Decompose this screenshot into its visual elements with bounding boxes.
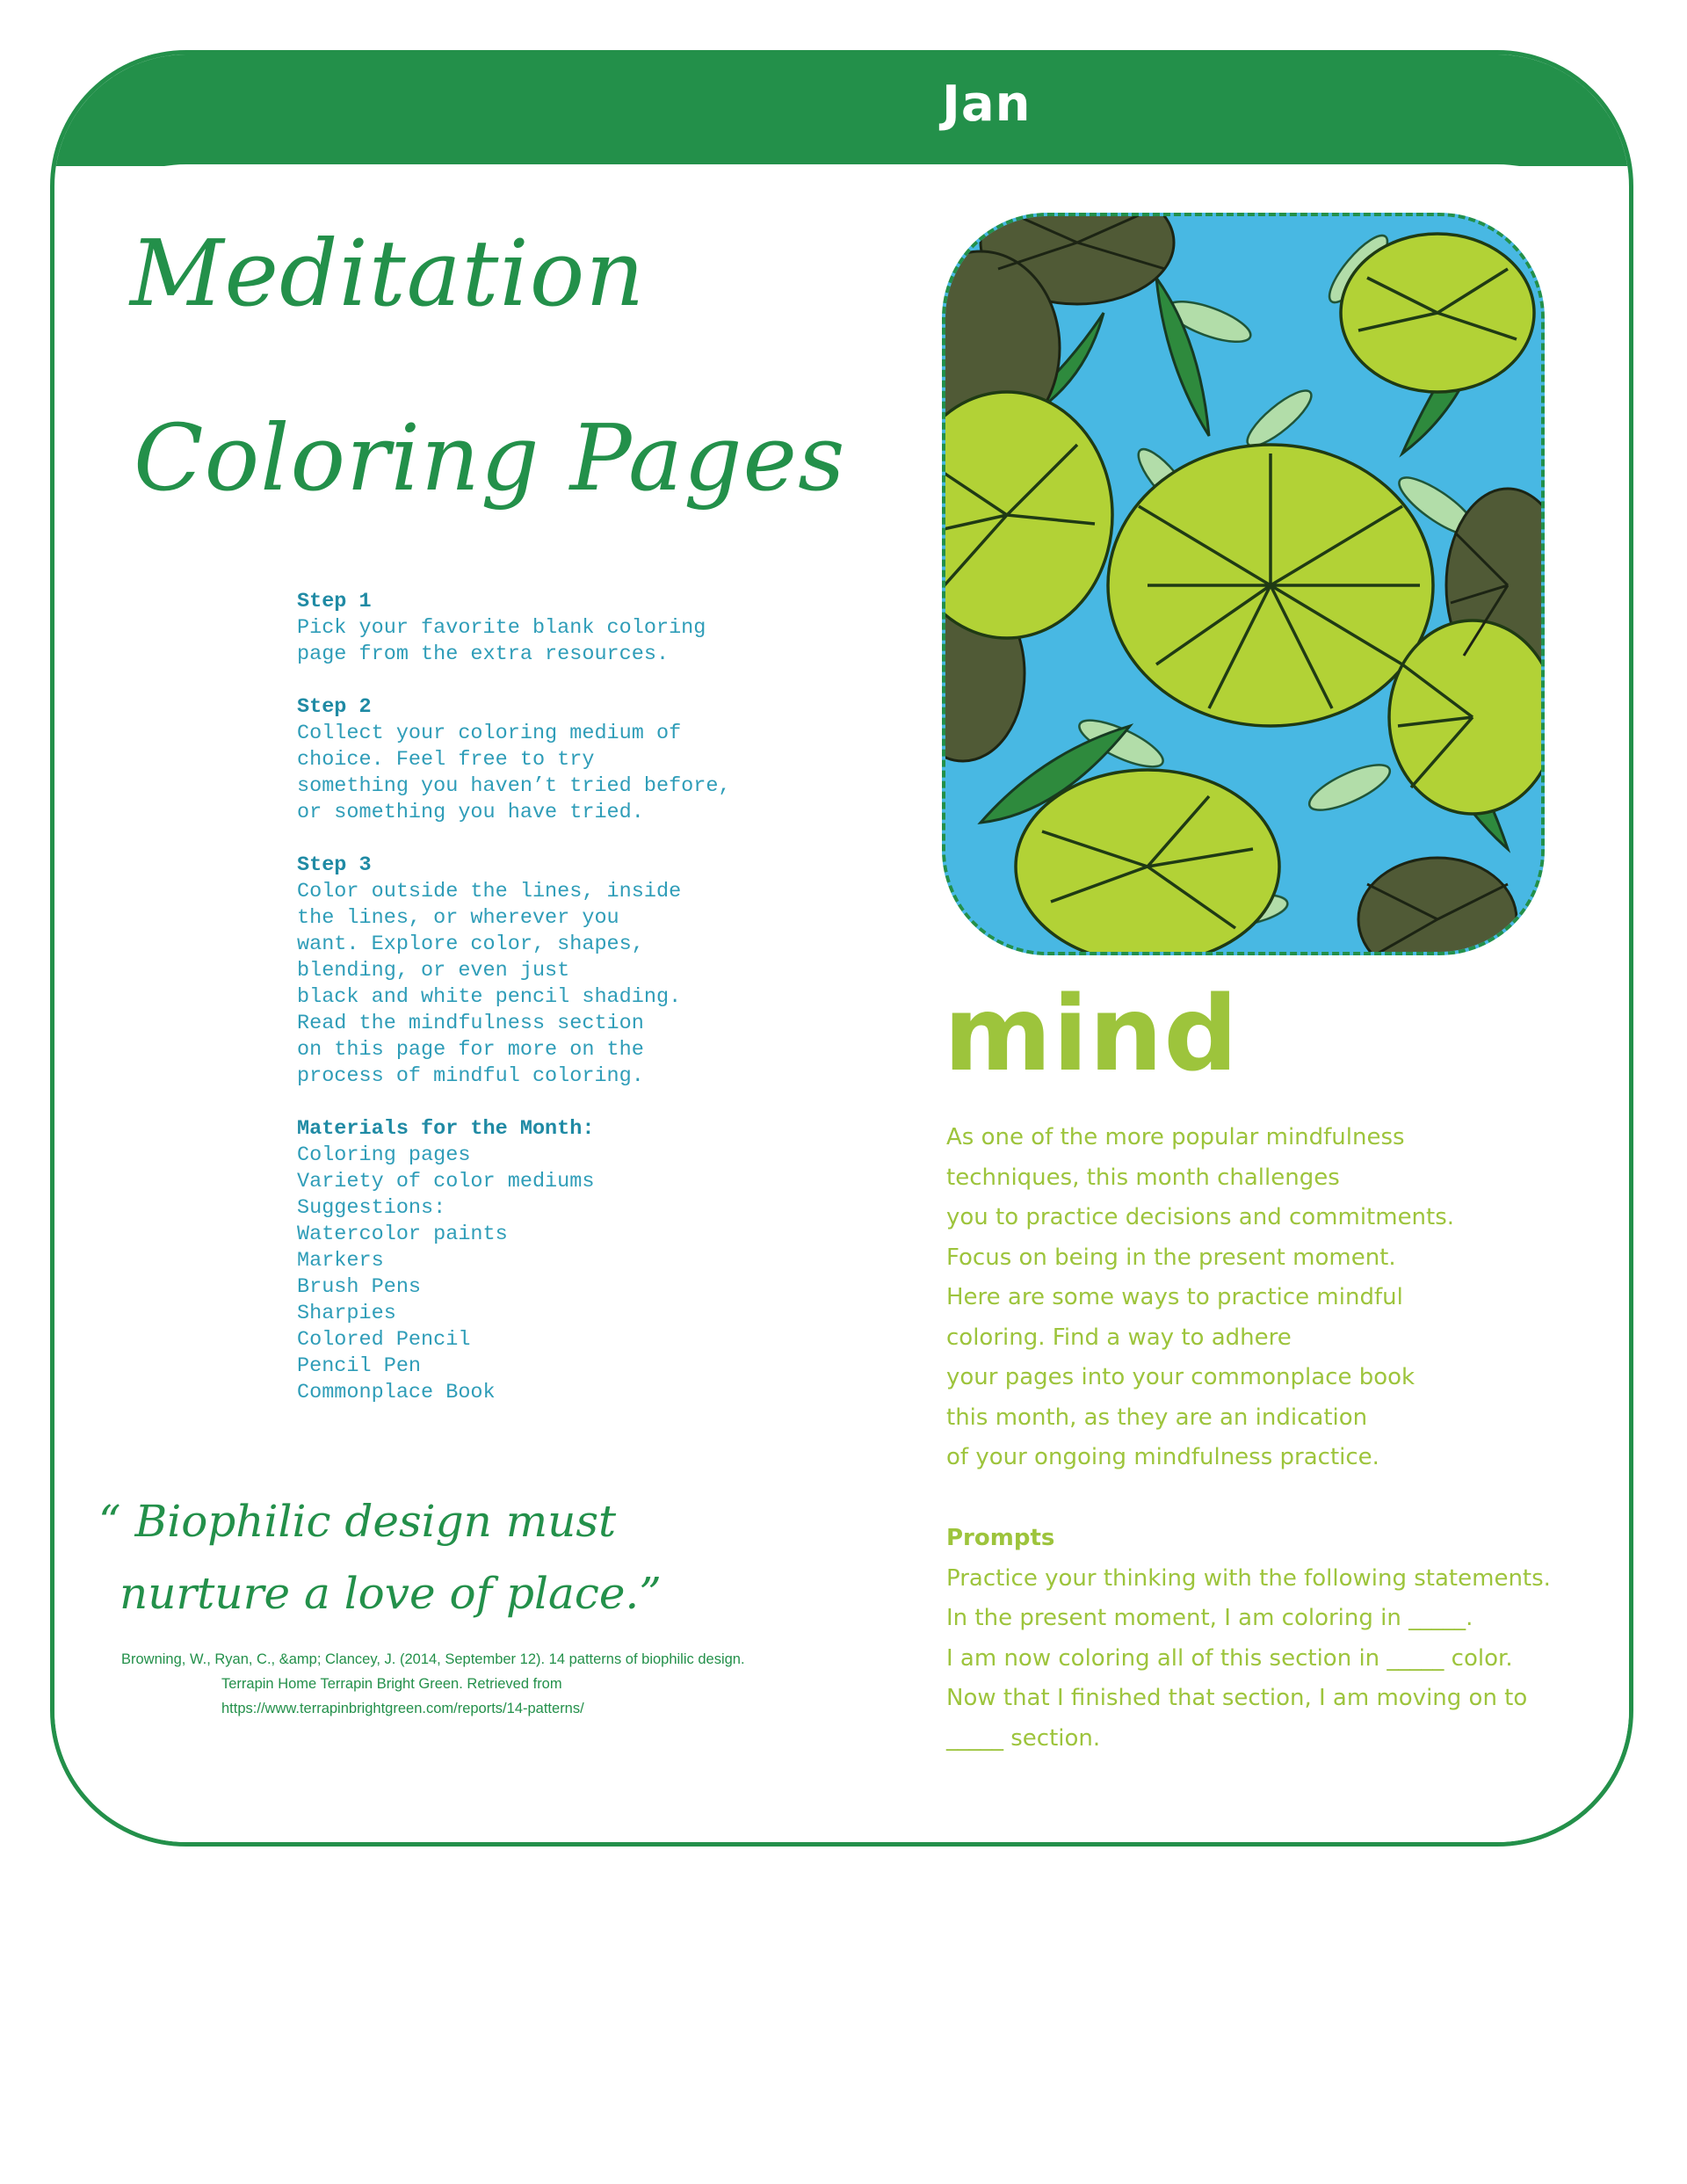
step-text-line: black and white pencil shading.	[297, 985, 682, 1009]
step-text-line: on this page for more on the	[297, 1038, 644, 1062]
mind-text-line: of your ongoing mindfulness practice.	[946, 1444, 1379, 1470]
pull-quote	[98, 1485, 662, 1629]
step-text-line: something you haven’t tried before,	[297, 774, 731, 798]
step-text-line: process of mindful coloring.	[297, 1064, 644, 1088]
page-title-line-2: Coloring Pages	[134, 404, 846, 512]
month-header-bar	[54, 54, 1629, 166]
materials-item: Commonplace Book	[297, 1381, 496, 1404]
citation-line: Browning, W., Ryan, C., &amp; Clancey, J. (2014, September 12). 14 patterns of biophilic design.	[121, 1651, 745, 1667]
materials-item: Coloring pages	[297, 1143, 471, 1167]
prompt-line: _____ section.	[946, 1724, 1101, 1752]
mind-text-line: As one of the more popular mindfulness	[946, 1124, 1405, 1150]
materials-item: Markers	[297, 1249, 384, 1273]
step-text-line: Read the mindfulness section	[297, 1012, 644, 1035]
step-2	[297, 694, 789, 826]
materials-item: Suggestions:	[297, 1196, 446, 1220]
materials-item: Pencil Pen	[297, 1354, 422, 1378]
step-title: Step 1	[297, 590, 372, 613]
mind-text-line: you to practice decisions and commitments.	[946, 1204, 1455, 1230]
step-text-line: choice. Feel free to try	[297, 748, 595, 772]
materials-item: Sharpies	[297, 1302, 396, 1325]
mind-text-line: your pages into your commonplace book	[946, 1364, 1415, 1390]
page-title-line-1: Meditation	[130, 220, 646, 327]
mind-text-line: Focus on being in the present moment.	[946, 1244, 1396, 1271]
step-text-line: Collect your coloring medium of	[297, 722, 682, 745]
month-label: Jan	[942, 76, 1032, 133]
materials-item: Variety of color mediums	[297, 1170, 595, 1194]
quote-line: nurture a love of place.”	[119, 1568, 662, 1619]
prompts-title: Prompts	[946, 1525, 1055, 1551]
step-text-line: the lines, or wherever you	[297, 906, 619, 930]
quote-line: “ Biophilic design must	[98, 1496, 617, 1547]
step-text-line: want. Explore color, shapes,	[297, 932, 644, 956]
mind-text-line: coloring. Find a way to adhere	[946, 1324, 1292, 1351]
step-1	[297, 589, 789, 668]
step-text-line: or something you have tried.	[297, 801, 644, 824]
mind-heading: mind	[944, 973, 1239, 1094]
prompt-line: Now that I finished that section, I am moving on to	[946, 1685, 1528, 1711]
step-text-line: Color outside the lines, inside	[297, 880, 682, 903]
prompt-line: In the present moment, I am coloring in _____.	[946, 1605, 1473, 1631]
step-text-line: Pick your favorite blank coloring	[297, 616, 706, 640]
materials-item: Colored Pencil	[297, 1328, 471, 1352]
mind-text-line: this month, as they are an indication	[946, 1404, 1368, 1431]
mind-text-line: techniques, this month challenges	[946, 1164, 1340, 1191]
monstera-coloring-artwork	[942, 213, 1545, 955]
materials-item: Watercolor paints	[297, 1223, 508, 1246]
quote-citation	[121, 1647, 745, 1721]
prompt-line: I am now coloring all of this section in _____ color.	[946, 1644, 1513, 1672]
materials-item: Brush Pens	[297, 1275, 422, 1299]
step-title: Step 2	[297, 695, 372, 719]
step-3	[297, 853, 789, 1090]
materials-title: Materials for the Month:	[297, 1117, 595, 1141]
step-title: Step 3	[297, 853, 372, 877]
monstera-leaves-illustration	[945, 216, 1545, 955]
materials-list	[297, 1116, 789, 1406]
step-text-line: blending, or even just	[297, 959, 570, 983]
mind-text-line: Here are some ways to practice mindful	[946, 1284, 1403, 1310]
step-text-line: page from the extra resources.	[297, 642, 670, 666]
citation-line: Terrapin Home Terrapin Bright Green. Retrieved from	[221, 1676, 562, 1692]
citation-url: https://www.terrapinbrightgreen.com/reports/14-patterns/	[221, 1701, 584, 1716]
prompt-line: Practice your thinking with the following statements.	[946, 1564, 1551, 1592]
mind-description	[946, 1118, 1454, 1478]
instructions-column	[297, 589, 789, 1433]
prompts-section	[946, 1519, 1551, 1759]
